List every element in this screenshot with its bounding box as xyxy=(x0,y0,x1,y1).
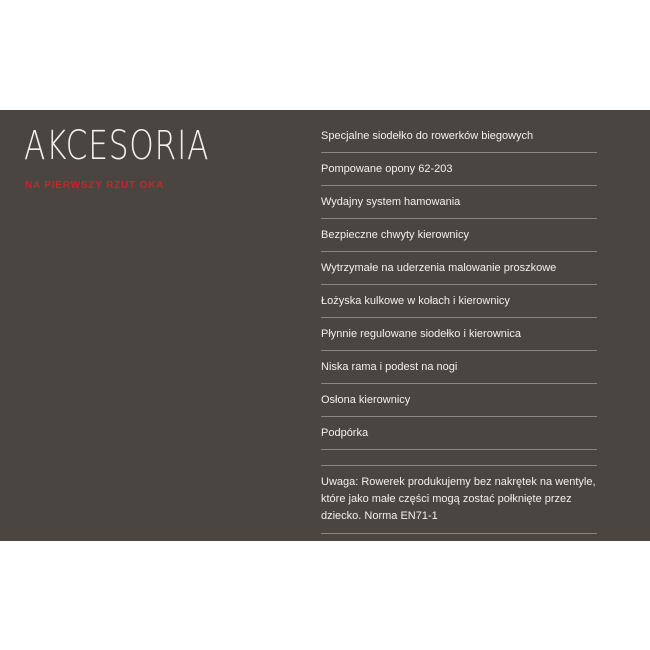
section-subtitle: NA PIERWSZY RZUT OKA xyxy=(25,180,165,191)
feature-item: Płynnie regulowane siodełko i kierownica xyxy=(321,318,597,351)
feature-list xyxy=(321,120,597,450)
feature-item: Bezpieczne chwyty kierownicy xyxy=(321,219,597,252)
safety-note: Uwaga: Rowerek produkujemy bez nakrętek na wentyle, które jako małe części mogą zostać połknięte przez dziecko. Norma EN71-1 xyxy=(321,474,597,534)
feature-item: Pompowane opony 62-203 xyxy=(321,153,597,186)
divider xyxy=(321,465,597,466)
feature-item: Niska rama i podest na nogi xyxy=(321,351,597,384)
feature-item: Wytrzymałe na uderzenia malowanie proszkowe xyxy=(321,252,597,285)
accessories-panel xyxy=(0,110,650,541)
feature-item: Specjalne siodełko do rowerków biegowych xyxy=(321,120,597,153)
feature-item: Wydajny system hamowania xyxy=(321,186,597,219)
feature-item: Podpórka xyxy=(321,417,597,450)
section-title: AKCESORIA xyxy=(24,123,210,169)
feature-item: Osłona kierownicy xyxy=(321,384,597,417)
feature-item: Łożyska kulkowe w kołach i kierownicy xyxy=(321,285,597,318)
